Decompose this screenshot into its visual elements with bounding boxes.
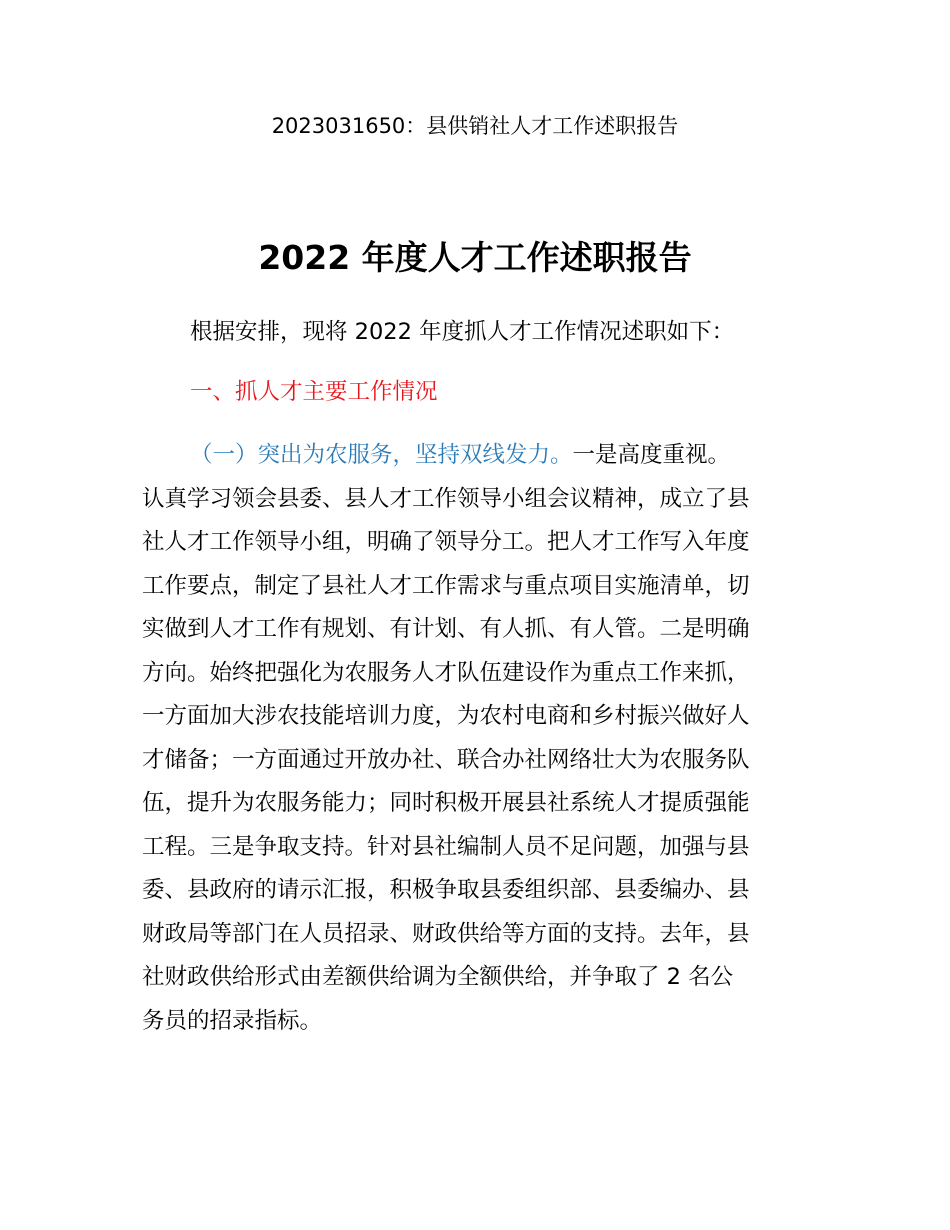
paragraph-line: 方向。始终把强化为农服务人才队伍建设作为重点工作来抓，: [142, 659, 750, 686]
paragraph-line: 委、县政府的请示汇报，积极争取县委组织部、县委编办、县: [142, 877, 750, 903]
subheading: （一）突出为农服务，坚持双线发力。: [190, 442, 573, 468]
document-title: 2022 年度人才工作述职报告: [258, 238, 692, 277]
section-heading: 一、抓人才主要工作情况: [190, 379, 438, 405]
paragraph-line: 社财政供给形式由差额供给调为全额供给，并争取了 2 名公: [142, 964, 734, 990]
paragraph-line: 才储备；一方面通过开放办社、联合办社网络壮大为农服务队: [142, 746, 750, 773]
paragraph-line: 认真学习领会县委、县人才工作领导小组会议精神，成立了县: [142, 485, 750, 512]
paragraph-line: 工作要点，制定了县社人才工作需求与重点项目实施清单，切: [142, 572, 750, 599]
paragraph-line: 实做到人才工作有规划、有计划、有人抓、有人管。二是明确: [142, 616, 750, 642]
intro-paragraph: 根据安排，现将 2022 年度抓人才工作情况述职如下：: [190, 319, 735, 345]
paragraph-line: 务员的招录指标。: [142, 1007, 323, 1034]
paragraph-first-line: [142, 434, 822, 478]
paragraph-line: 工程。三是争取支持。针对县社编制人员不足问题，加强与县: [142, 833, 750, 860]
first-line-text: 一是高度重视。: [572, 442, 731, 468]
paragraph-line: 财政局等部门在人员招录、财政供给等方面的支持。去年，县: [142, 920, 750, 947]
paragraph-line: 一方面加大涉农技能培训力度，为农村电商和乡村振兴做好人: [142, 703, 750, 729]
document-header-line: 2023031650：县供销社人才工作述职报告: [271, 114, 679, 138]
paragraph-line: 伍，提升为农服务能力；同时积极开展县社系统人才提质强能: [142, 790, 750, 816]
paragraph-line: 社人才工作领导小组，明确了领导分工。把人才工作写入年度: [142, 529, 750, 555]
body-paragraph: [142, 434, 822, 1043]
